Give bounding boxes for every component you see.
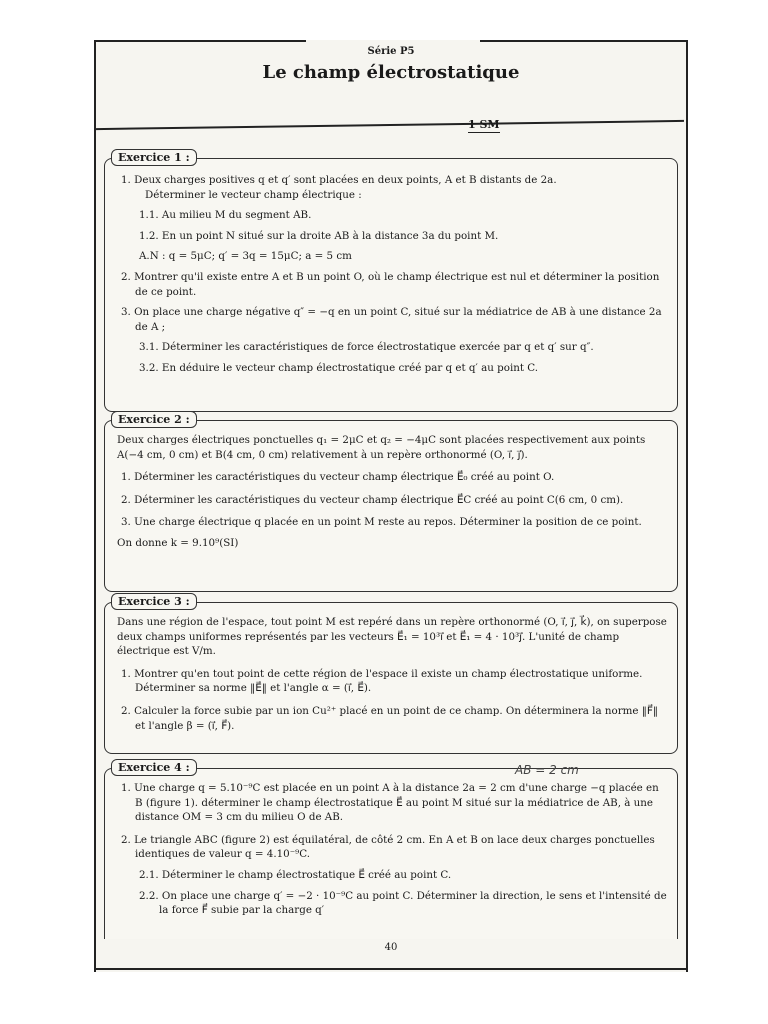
ex1-question-3-2: 3.2. En déduire le vecteur champ électrostatique créé par q et q′ au point C. (139, 361, 539, 374)
exercise-4-label: Exercice 4 : (111, 759, 197, 776)
ex3-question-2: 2. Calculer la force subie par un ion Cu²⁺ placé en un point de ce champ. On déterminera la norme ‖F⃗‖ et l'angle β = (i⃗, F⃗). (121, 704, 658, 732)
ex2-intro: Deux charges électriques ponctuelles q₁ = 2μC et q₂ = −4μC sont placées respectivement aux points A(−4 cm, 0 cm) et B(4 cm, 0 cm) relativement à un repère orthonormé (O, i⃗, j⃗). (117, 434, 646, 461)
ex4-question-1: 1. Une charge q = 5.10⁻⁹C est placée en un point A à la distance 2a = 2 cm d'une charge −q placée en B (figure 1). déterminer le champ électrostatique E⃗ au point M situé sur la médiatrice de AB, à une distance OM = 3 cm du milieu O de AB. (121, 782, 659, 824)
series-label: Série P5 (367, 46, 415, 57)
exercise-2 (104, 413, 678, 592)
ex1-question-2: 2. Montrer qu'il existe entre A et B un point O, où le champ électrique est nul et déterminer la position de ce point. (121, 270, 660, 298)
document-page (94, 40, 688, 972)
ex2-question-3: 3. Une charge électrique q placée en un point M reste au repos. Déterminer la position de ce point. (121, 516, 642, 529)
ex1-question-1-1: 1.1. Au milieu M du segment AB. (139, 209, 312, 222)
ex2-question-2: 2. Déterminer les caractéristiques du vecteur champ électrique E⃗C créé au point C(6 cm, 0 cm). (121, 493, 624, 506)
ex1-question-1-task: Déterminer le vecteur champ électrique : (145, 188, 362, 201)
ex1-question-1: 1. Deux charges positives q et q′ sont placées en deux points, A et B distants de 2a. (121, 174, 557, 186)
exercise-1-label: Exercice 1 : (111, 149, 197, 166)
page-title: Le champ électrostatique (262, 62, 520, 83)
ex1-question-1-2: 1.2. En un point N situé sur la droite AB à la distance 3a du point M. (139, 229, 499, 242)
page-number: 40 (384, 942, 398, 953)
ex4-question-2-1: 2.1. Déterminer le champ électrostatique E⃗ créé au point C. (139, 868, 452, 881)
title-rule (96, 120, 684, 130)
exercise-3-content (117, 615, 667, 733)
ex1-question-3-1: 3.1. Déterminer les caractéristiques de force électrostatique exercée par q et q′ sur q″. (139, 341, 594, 354)
exercise-1-content (117, 173, 667, 376)
exercise-4 (104, 761, 678, 939)
ex2-given: On donne k = 9.10⁹(SI) (117, 536, 239, 549)
level-label: 1 SM (468, 118, 500, 131)
exercise-1 (104, 151, 678, 412)
exercise-4-content (117, 781, 667, 918)
ex3-intro: Dans une région de l'espace, tout point M est repéré dans un repère orthonormé (O, i⃗, j⃗, k⃗), on superpose deux champs uniformes représentés par les vecteurs E⃗₁ = 10³i⃗ et E⃗₁ = 4 · 10³j⃗. L'unité de champ électrique est V/m. (117, 616, 667, 658)
exercise-3-label: Exercice 3 : (111, 593, 197, 610)
exercise-2-content (117, 433, 667, 551)
header-rule-right (480, 40, 686, 42)
ex4-question-2: 2. Le triangle ABC (figure 2) est équilatéral, de côté 2 cm. En A et B on lace deux charges ponctuelles identiques de valeur q = 4.10⁻⁹C. (121, 833, 655, 861)
header-rule-left (96, 40, 306, 42)
ex3-question-1: 1. Montrer qu'en tout point de cette région de l'espace il existe un champ électrostatique uniforme. Déterminer sa norme ‖E⃗‖ et l'angle α = (i⃗, E⃗). (121, 667, 643, 695)
handwritten-annotation: AB = 2 cm (515, 763, 579, 777)
ex1-numerical-application: A.N : q = 5μC; q′ = 3q = 15μC; a = 5 cm (139, 250, 352, 263)
exercise-3 (104, 595, 678, 754)
bottom-rule (94, 968, 688, 970)
ex1-question-3: 3. On place une charge négative q″ = −q en un point C, situé sur la médiatrice de AB à une distance 2a de A ; (121, 306, 662, 333)
exercise-2-label: Exercice 2 : (111, 411, 197, 428)
ex4-question-2-2: 2.2. On place une charge q′ = −2 · 10⁻⁹C au point C. Déterminer la direction, le sens et l'intensité de la force F⃗ subie par la charge q′ (139, 889, 667, 917)
ex2-question-1: 1. Déterminer les caractéristiques du vecteur champ électrique E⃗₀ créé au point O. (121, 471, 555, 484)
